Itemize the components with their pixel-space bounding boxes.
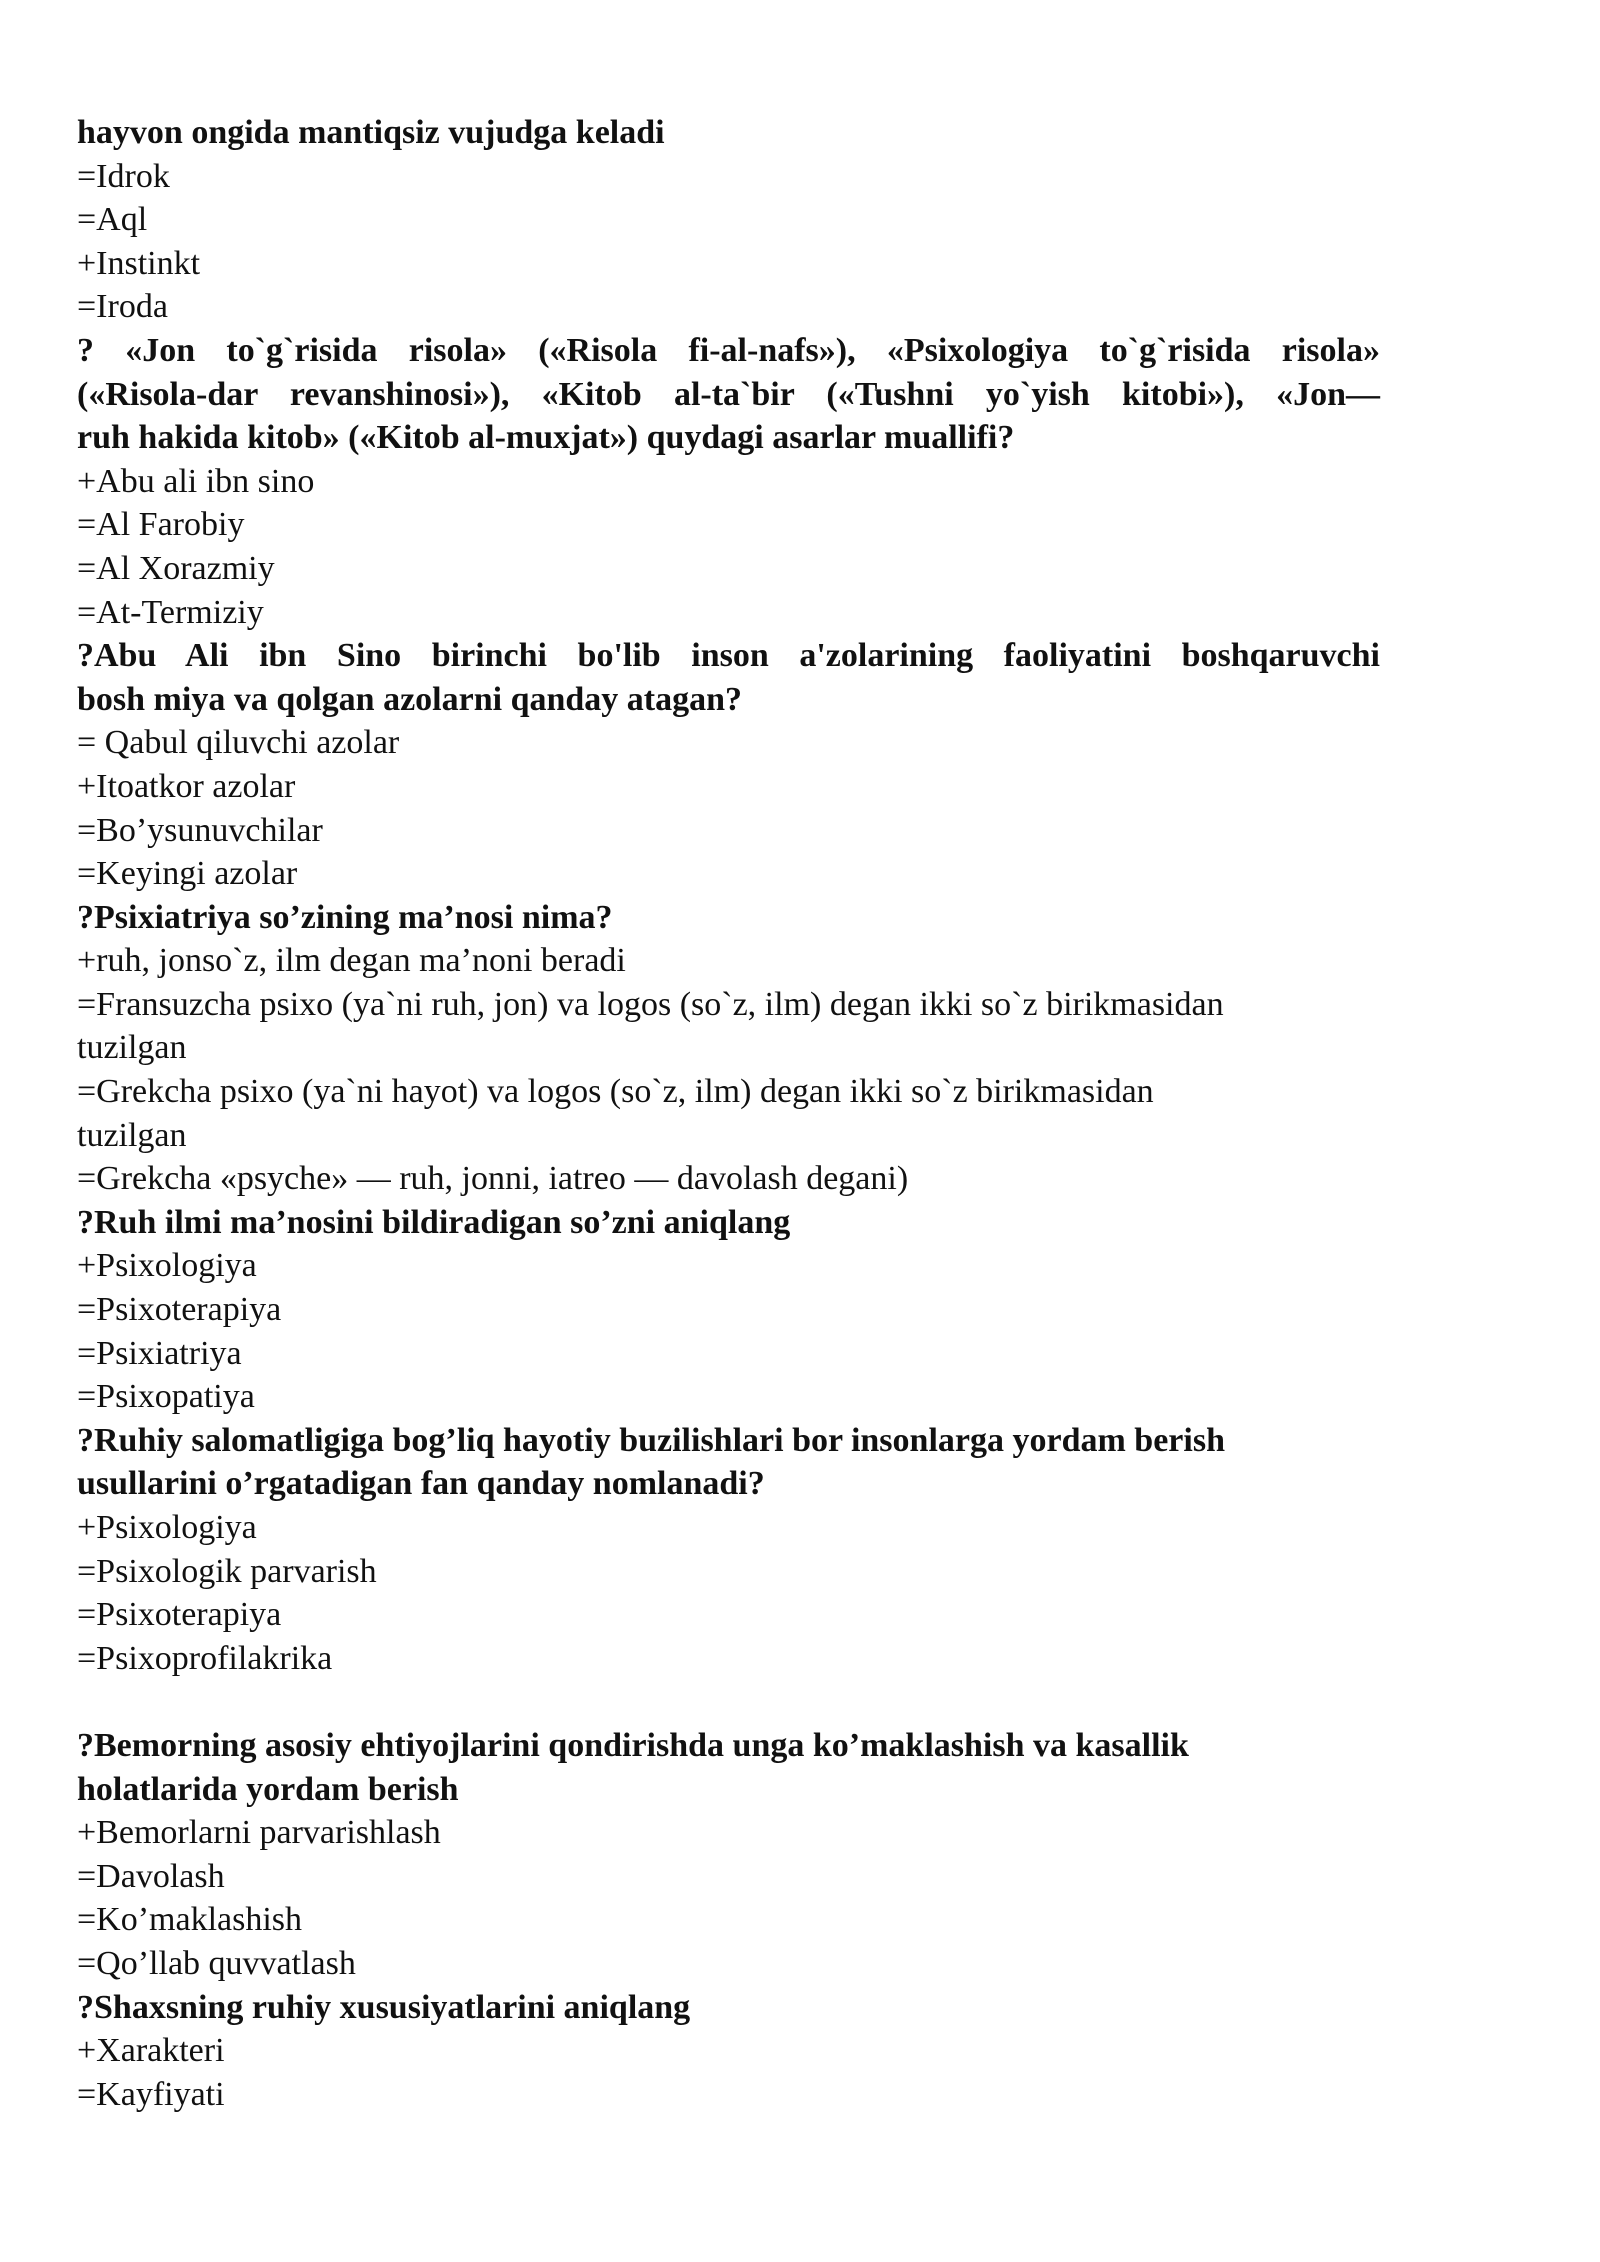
- answer-option-line: +Bemorlarni parvarishlash: [77, 1814, 441, 1852]
- answer-option-line: =Psixoprofilakrika: [77, 1639, 333, 1677]
- answer-option-line: =Keyingi azolar: [77, 855, 298, 893]
- answer-option-line: =Psixiatriya: [77, 1334, 242, 1372]
- question-text-line: ?Ruhiy salomatligiga bog’liq hayotiy buzilishlari bor insonlarga yordam berish: [77, 1421, 1225, 1459]
- question-text-line: bosh miya va qolgan azolarni qanday atagan?: [77, 680, 743, 718]
- answer-option-line: =Al Farobiy: [77, 506, 245, 544]
- blank-line: [77, 1680, 1380, 1724]
- answer-option-line: =Ko’maklashish: [77, 1901, 303, 1939]
- answer-option-line: =Psixologik parvarish: [77, 1552, 377, 1590]
- answer-option-line: = Qabul qiluvchi azolar: [77, 724, 400, 762]
- answer-option-line: +Instinkt: [77, 244, 201, 282]
- question-text-line: ?Psixiatriya so’zining ma’nosi nima?: [77, 898, 613, 936]
- answer-option-line: =Qo’llab quvvatlash: [77, 1944, 356, 1982]
- answer-option-line: =Grekcha «psyche» — ruh, jonni, iatreo — davolash degani): [77, 1160, 909, 1198]
- question-text-line: ? «Jon to`g`risida risola» («Risola fi-al-nafs»), «Psixologiya to`g`risida risola»: [77, 331, 1380, 369]
- answer-option-line: =Psixoterapiya: [77, 1291, 282, 1329]
- answer-option-line: =Fransuzcha psixo (ya`ni ruh, jon) va logos (so`z, ilm) degan ikki so`z birikmasidan: [77, 985, 1224, 1023]
- answer-option-line: =Davolash: [77, 1857, 225, 1895]
- question-text-line: ruh hakida kitob» («Kitob al-muxjat») quydagi asarlar muallifi?: [77, 419, 1015, 457]
- question-text-line: ?Ruh ilmi ma’nosini bildiradigan so’zni aniqlang: [77, 1203, 791, 1241]
- question-text-line: ?Bemorning asosiy ehtiyojlarini qondirishda unga ko’maklashish va kasallik: [77, 1726, 1189, 1764]
- answer-option-line: =Psixopatiya: [77, 1378, 255, 1416]
- answer-option-line: +Xarakteri: [77, 2032, 225, 2070]
- answer-option-line: =Psixoterapiya: [77, 1596, 282, 1634]
- question-text-line: («Risola-dar revanshinosi»), «Kitob al-ta`bir («Tushni yo`yish kitobi»), «Jon—: [77, 375, 1380, 413]
- answer-option-line: =Kayfiyati: [77, 2075, 225, 2113]
- question-text-line: holatlarida yordam berish: [77, 1770, 459, 1808]
- answer-option-line: tuzilgan: [77, 1029, 187, 1067]
- document-page: [77, 111, 1380, 2116]
- answer-option-line: =Iroda: [77, 288, 168, 326]
- answer-option-line: =At-Termiziy: [77, 593, 264, 631]
- answer-option-line: +Itoatkor azolar: [77, 767, 296, 805]
- answer-option-line: +Abu ali ibn sino: [77, 462, 315, 500]
- answer-option-line: +ruh, jonso`z, ilm degan ma’noni beradi: [77, 942, 626, 980]
- answer-option-line: =Bo’ysunuvchilar: [77, 811, 323, 849]
- answer-option-line: +Psixologiya: [77, 1509, 257, 1546]
- answer-option-line: =Idrok: [77, 157, 170, 195]
- question-text-line: ?Shaxsning ruhiy xususiyatlarini aniqlang: [77, 1988, 691, 2026]
- answer-option-line: =Aql: [77, 201, 148, 239]
- answer-option-line: tuzilgan: [77, 1116, 187, 1154]
- question-text-line: hayvon ongida mantiqsiz vujudga keladi: [77, 114, 665, 151]
- question-text-line: ?Abu Ali ibn Sino birinchi bo'lib inson a'zolarining faoliyatini boshqaruvchi: [77, 637, 1380, 675]
- answer-option-line: =Al Xorazmiy: [77, 549, 275, 587]
- answer-option-line: +Psixologiya: [77, 1247, 257, 1285]
- question-text-line: usullarini o’rgatadigan fan qanday nomlanadi?: [77, 1465, 765, 1503]
- answer-option-line: =Grekcha psixo (ya`ni hayot) va logos (so`z, ilm) degan ikki so`z birikmasidan: [77, 1073, 1154, 1111]
